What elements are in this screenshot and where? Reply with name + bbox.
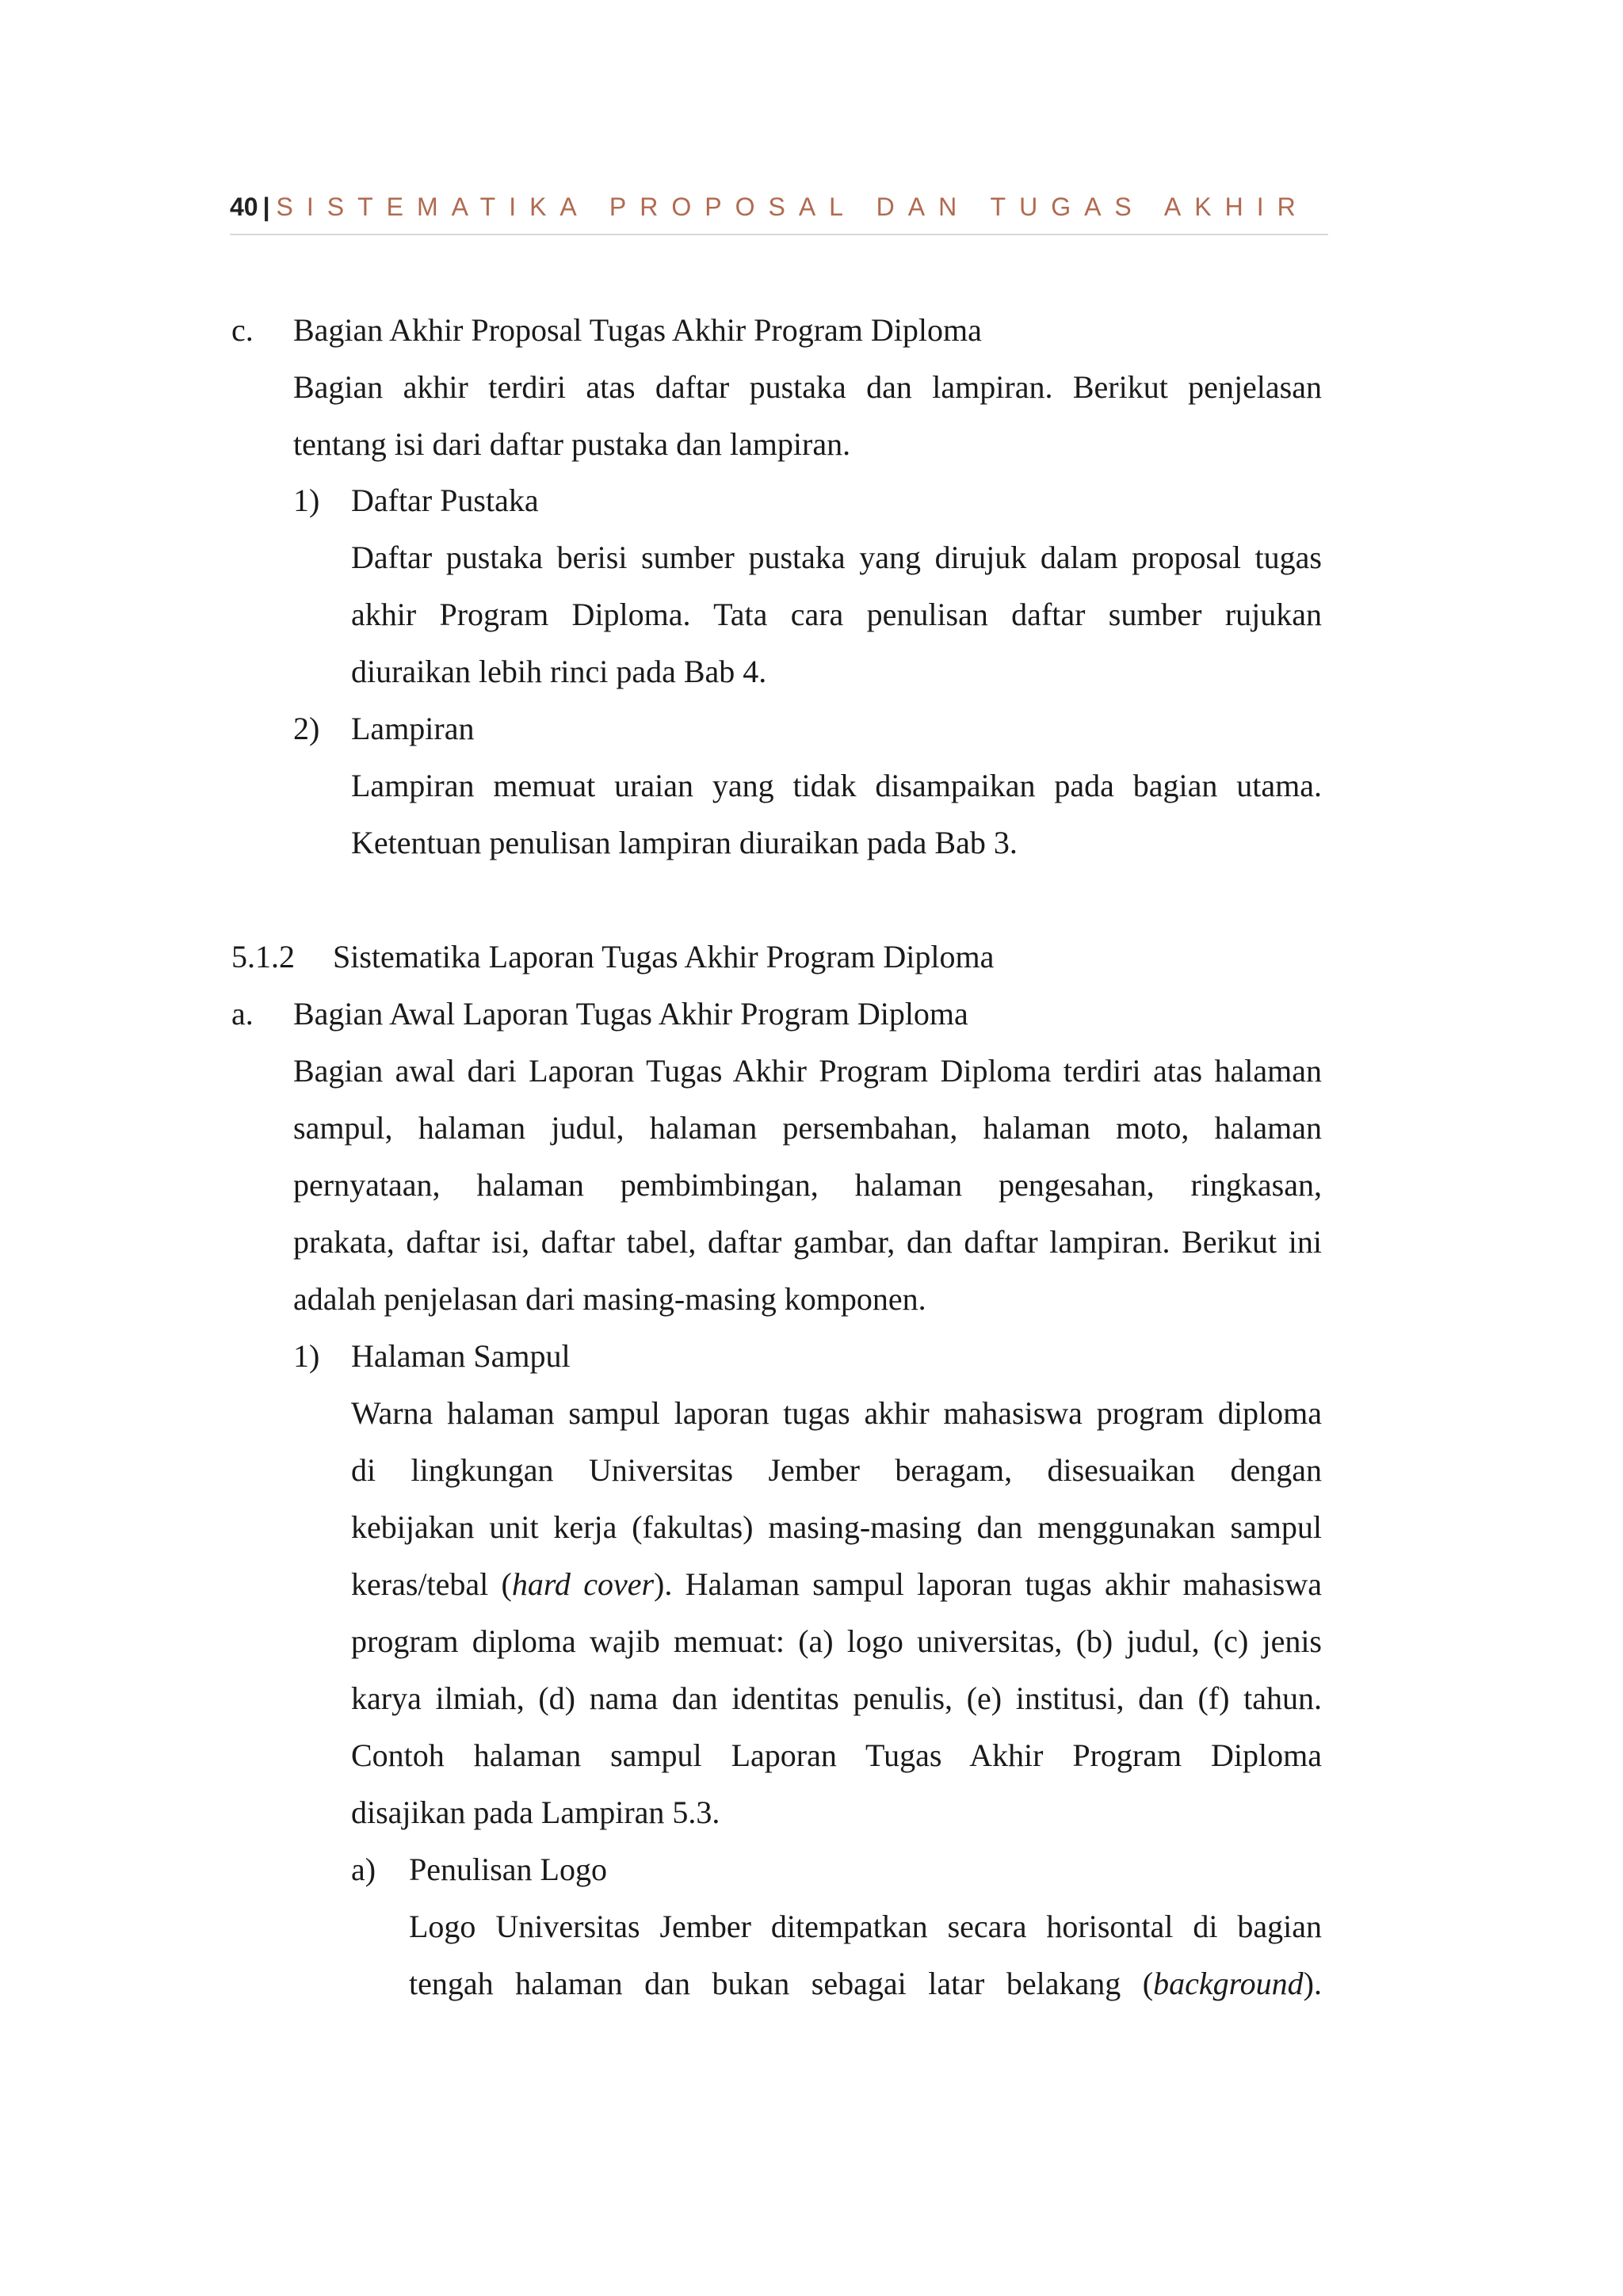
italic-term: background [1153,1966,1304,2001]
section-c-marker: c. [231,312,254,348]
item-2-heading: Lampiran [351,711,475,746]
section-c-heading: Bagian Akhir Proposal Tugas Akhir Program Diploma [293,312,982,348]
subsection-number: 5.1.2 [231,939,295,974]
halaman-sampul-text-line: di lingkungan Universitas Jember beragam, disesuaikan dengan [351,1452,1322,1488]
page-number: 40 [230,193,258,221]
item-2-marker: 2) [293,711,320,746]
halaman-sampul-text-line: Warna halaman sampul laporan tugas akhir mahasiswa program diploma [351,1395,1322,1431]
item-1-text-line: diuraikan lebih rinci pada Bab 4. [351,654,767,689]
header-separator: | [262,193,270,221]
halaman-sampul-text-line: program diploma wajib memuat: (a) logo universitas, (b) judul, (c) jenis [351,1623,1322,1659]
item-1-heading: Daftar Pustaka [351,482,539,518]
halaman-sampul-text-line: karya ilmiah, (d) nama dan identitas penulis, (e) institusi, dan (f) tahun. [351,1680,1322,1716]
section-c-text-line: Bagian akhir terdiri atas daftar pustaka dan lampiran. Berikut penjelasan [293,369,1322,405]
halaman-sampul-text-line: kebijakan unit kerja (fakultas) masing-masing dan menggunakan sampul [351,1509,1322,1545]
section-a-heading: Bagian Awal Laporan Tugas Akhir Program Diploma [293,996,968,1032]
section-a-text-line: pernyataan, halaman pembimbingan, halaman pengesahan, ringkasan, [293,1167,1322,1203]
penulisan-logo-text-line [409,1965,1322,2003]
item-2-text-line: Lampiran memuat uraian yang tidak disampaikan pada bagian utama. [351,768,1322,803]
halaman-sampul-heading: Halaman Sampul [351,1338,571,1374]
item-1-marker: 1) [293,482,320,518]
halaman-sampul-marker: 1) [293,1338,320,1374]
item-2-text-line: Ketentuan penulisan lampiran diuraikan pada Bab 3. [351,825,1018,860]
italic-term: hard cover [511,1566,655,1602]
section-a-text-line: adalah penjelasan dari masing-masing komponen. [293,1281,926,1317]
halaman-sampul-text-line: Contoh halaman sampul Laporan Tugas Akhir Program Diploma [351,1737,1322,1773]
halaman-sampul-text-line [351,1566,1322,1604]
text-run: ). Halaman sampul laporan tugas akhir mahasiswa [654,1566,1322,1602]
header-title: SISTEMATIKA PROPOSAL DAN TUGAS AKHIR [276,193,1309,221]
section-a-text-line: Bagian awal dari Laporan Tugas Akhir Program Diploma terdiri atas halaman [293,1053,1322,1089]
text-run: keras/tebal ( [351,1566,512,1602]
halaman-sampul-text-line: disajikan pada Lampiran 5.3. [351,1794,720,1830]
text-run: tengah halaman dan bukan sebagai latar belakang ( [409,1966,1154,2001]
text-run: ). [1303,1966,1322,2001]
penulisan-logo-marker: a) [351,1852,376,1887]
section-a-marker: a. [231,996,254,1032]
section-a-text-line: prakata, daftar isi, daftar tabel, daftar gambar, dan daftar lampiran. Berikut ini [293,1224,1322,1260]
section-a-text-line: sampul, halaman judul, halaman persembahan, halaman moto, halaman [293,1110,1322,1146]
section-c-text-line: tentang isi dari daftar pustaka dan lampiran. [293,426,851,462]
penulisan-logo-text-line: Logo Universitas Jember ditempatkan secara horisontal di bagian [409,1909,1322,1944]
item-1-text-line: Daftar pustaka berisi sumber pustaka yang dirujuk dalam proposal tugas [351,540,1322,575]
item-1-text-line: akhir Program Diploma. Tata cara penulisan daftar sumber rujukan [351,597,1322,632]
running-header [230,193,1328,235]
penulisan-logo-heading: Penulisan Logo [409,1852,607,1887]
subsection-title: Sistematika Laporan Tugas Akhir Program Diploma [333,939,995,974]
